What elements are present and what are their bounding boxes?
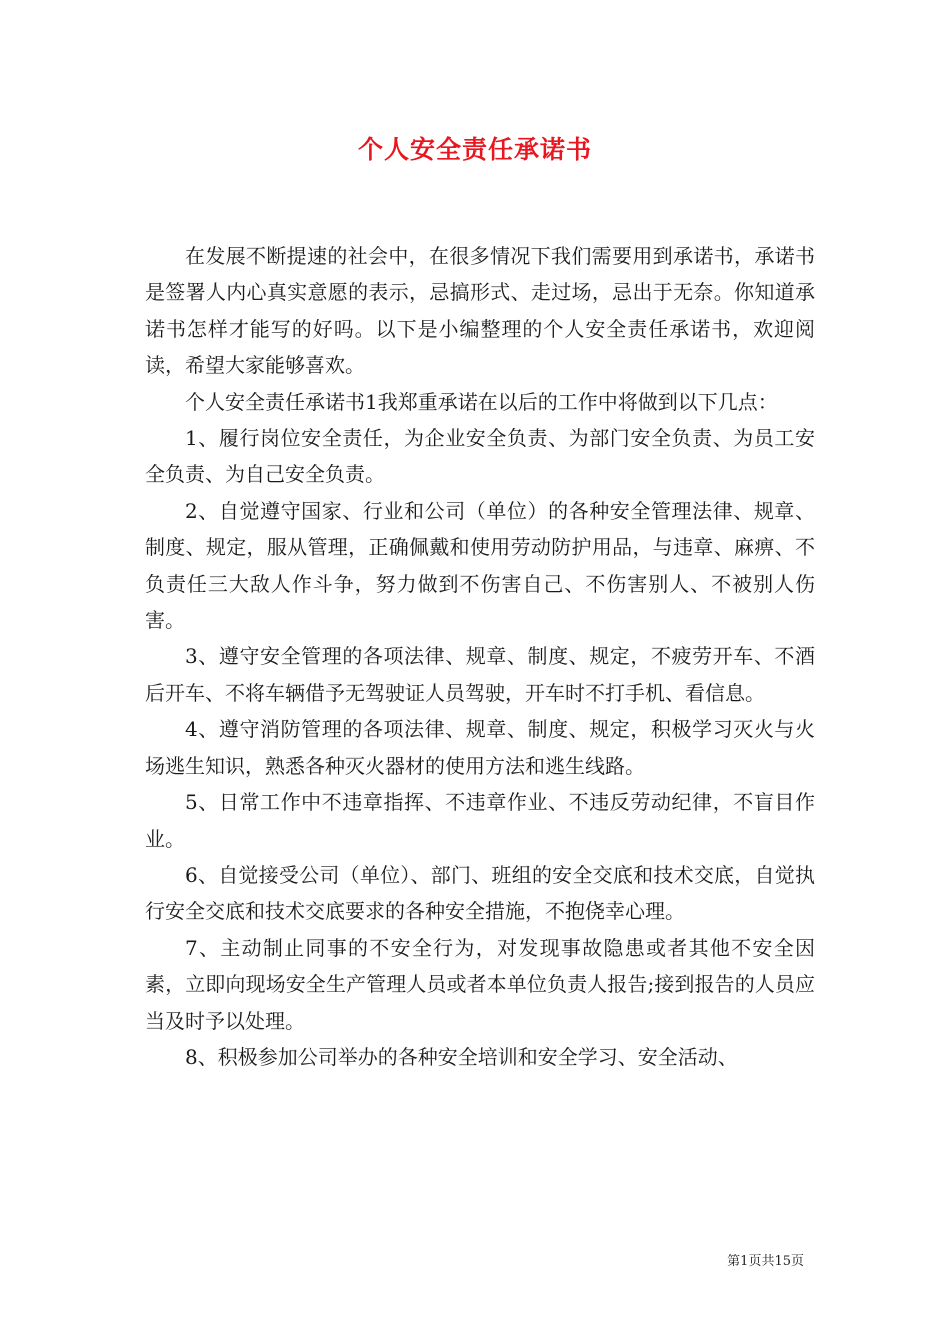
commitment-intro-paragraph: 个人安全责任承诺书1我郑重承诺在以后的工作中将做到以下几点： [185,389,778,414]
document-body [145,238,815,1075]
page-title: 个人安全责任承诺书 [357,135,592,164]
page-number-footer: 第1页共15页 [727,1254,804,1269]
commitment-item-5: 5、日常工作中不违章指挥、不违章作业、不违反劳动纪律，不盲目作业。 [145,790,815,851]
commitment-item-4: 4、遵守消防管理的各项法律、规章、制度、规定，积极学习灭火与火场逃生知识，熟悉各种灭火器材的使用方法和逃生线路。 [145,717,815,778]
intro-paragraph: 在发展不断提速的社会中，在很多情况下我们需要用到承诺书，承诺书是签署人内心真实意愿的表示，忌搞形式、走过场，忌出于无奈。你知道承诺书怎样才能写的好吗。以下是小编整理的个人安全责任承诺书，欢迎阅读，希望大家能够喜欢。 [145,244,815,378]
commitment-item-6: 6、自觉接受公司（单位）、部门、班组的安全交底和技术交底，自觉执行安全交底和技术交底要求的各种安全措施，不抱侥幸心理。 [145,862,815,924]
commitment-item-7: 7、主动制止同事的不安全行为，对发现事故隐患或者其他不安全因素，立即向现场安全生产管理人员或者本单位负责人报告;接到报告的人员应当及时予以处理。 [145,935,815,1033]
commitment-item-2: 2、自觉遵守国家、行业和公司（单位）的各种安全管理法律、规章、制度、规定，服从管理，正确佩戴和使用劳动防护用品，与违章、麻痹、不负责任三大敌人作斗争，努力做到不伤害自己、不伤害别人、不被别人伤害。 [145,498,815,633]
commitment-item-1: 1、履行岗位安全责任，为企业安全负责、为部门安全负责、为员工安全负责、为自己安全负责。 [145,426,815,487]
commitment-item-8: 8、积极参加公司举办的各种安全培训和安全学习、安全活动、 [185,1044,738,1069]
commitment-item-3: 3、遵守安全管理的各项法律、规章、制度、规定，不疲劳开车、不酒后开车、不将车辆借予无驾驶证人员驾驶，开车时不打手机、看信息。 [145,644,815,705]
